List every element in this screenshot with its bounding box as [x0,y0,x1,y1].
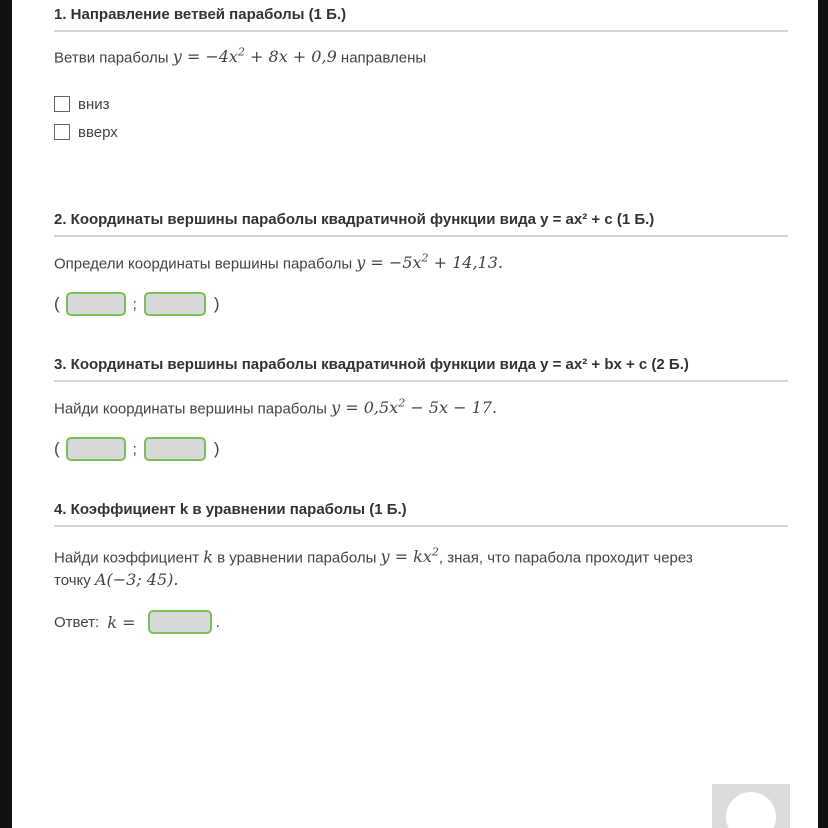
formula-exponent: 2 [421,252,429,265]
task-4-text: точку [54,572,95,590]
vertex-x-input[interactable] [66,292,126,316]
var-k: k [203,547,213,567]
task-2-formula [356,253,503,272]
vertex-y-input[interactable] [144,292,206,316]
task-1-title: 1. Направление ветвей параболы (1 Б.) [54,6,788,32]
close-paren: ) [213,439,220,459]
task-4-text: Найди коэффициент [54,549,204,567]
answer-variable: k = [107,612,136,632]
option-up[interactable] [54,118,788,146]
k-input[interactable] [148,610,212,634]
task-1-question [54,46,788,66]
task-1 [54,6,788,146]
task-4-answer [54,610,788,634]
separator: ; [132,440,137,458]
task-4-text: в уравнении параболы [212,549,381,567]
answer-period: . [215,613,220,631]
checkbox-down[interactable] [54,96,70,112]
task-4-title: 4. Коэффициент k в уравнении параболы (1 Б.) [54,501,788,527]
point-a: A(−3; 45). [94,570,179,590]
separator: ; [132,295,137,313]
formula-part: + 8x + 0,9 [244,47,337,67]
task-2-question [54,252,788,272]
formula-exponent: 2 [237,46,245,59]
task-3-title: 3. Координаты вершины параболы квадратичной функции вида y = ax² + bx + c (2 Б.) [54,356,788,382]
vertex-x-input[interactable] [66,437,126,461]
formula-part: y = −4x [172,47,238,67]
checkbox-up[interactable] [54,124,70,140]
formula-part: − 5x − 17. [405,398,498,418]
vertex-y-input[interactable] [144,437,206,461]
close-paren: ) [213,294,220,314]
task-3 [54,356,788,461]
page [12,0,818,828]
answer-label: Ответ: [54,613,104,631]
task-1-formula [173,47,337,66]
task-4-formula [381,547,439,566]
open-paren: ( [54,439,60,459]
formula-part: y = 0,5x [331,398,399,418]
task-1-text: Ветви параболы [54,49,173,67]
task-4 [54,501,788,634]
task-1-options [54,90,788,146]
option-down[interactable] [54,90,788,118]
formula-part: y = −5x [356,253,422,273]
option-up-label: вверх [78,123,118,141]
task-3-question [54,397,788,417]
task-3-answer [54,437,788,461]
open-paren: ( [54,294,60,314]
avatar-icon [726,792,776,828]
option-down-label: вниз [78,95,110,113]
task-2-text: Определи координаты вершины параболы [54,255,357,273]
task-3-formula [331,398,497,417]
formula-exponent: 2 [431,546,439,559]
task-2-title: 2. Координаты вершины параболы квадратичной функции вида y = ax² + c (1 Б.) [54,211,788,237]
task-1-text-suffix: направлены [336,49,427,67]
formula-exponent: 2 [398,397,406,410]
task-3-text: Найди координаты вершины параболы [54,400,332,418]
formula-part: + 14,13. [428,253,503,273]
task-2-answer [54,292,788,316]
task-2 [54,211,788,316]
task-4-question [54,542,788,592]
formula-part: y = kx [380,547,432,567]
task-4-text: , зная, что парабола проходит через [438,549,693,567]
avatar-corner [712,784,790,828]
